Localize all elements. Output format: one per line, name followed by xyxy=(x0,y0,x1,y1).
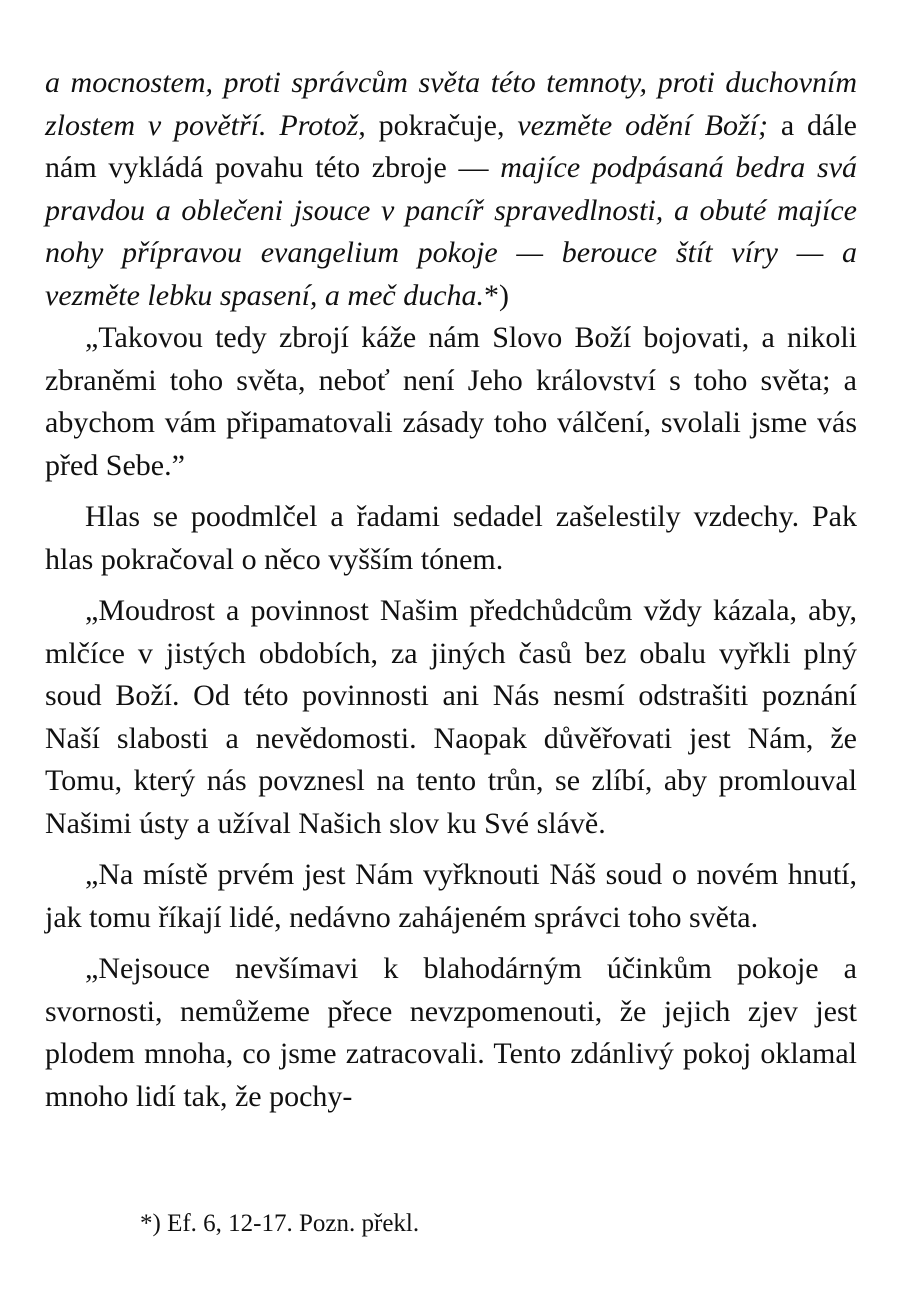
paragraph xyxy=(45,317,857,487)
paragraph xyxy=(45,854,857,939)
body-text: *) xyxy=(484,278,510,312)
page-body xyxy=(45,62,857,1118)
footnote: *) Ef. 6, 12-17. Pozn. překl. xyxy=(140,1210,420,1237)
body-text: Hlas se poodmlčel a řadami sedadel zašelestily vzdechy. Pak hlas pokračoval o něco vyšším tónem. xyxy=(45,500,857,576)
italic-text: majíce podpásaná bedra svá pravdou a oblečeni jsouce v pancíř spravedlnosti, a obuté majíce nohy přípravou evangelium pokoje — berouce štít víry — a vezměte lebku spasení, a meč ducha. xyxy=(45,151,858,312)
italic-text: a mocnostem, proti správcům světa této temnoty, proti duchovním zlostem v povětří. Protož, xyxy=(45,66,857,142)
paragraph xyxy=(45,590,857,845)
body-text: pokračuje, xyxy=(365,108,518,142)
paragraph xyxy=(45,948,857,1118)
body-text: a dále nám vykládá povahu této zbroje — xyxy=(45,108,857,184)
body-text: „Takovou tedy zbrojí káže nám Slovo Boží bojovati, a nikoli zbraněmi toho světa, neboť není Jeho království s toho světa; a abychom vám připamatovali zásady toho válčení, svolali jsme vás před Sebe.” xyxy=(45,321,857,482)
body-text: „Nejsouce nevšímavi k blahodárným účinkům pokoje a svornosti, nemůžeme přece nevzpomenouti, že jejich zjev jest plodem mnoha, co jsme zatracovali. Tento zdánlivý pokoj oklamal mnoho lidí tak, že pochy- xyxy=(45,952,857,1113)
body-text: „Na místě prvém jest Nám vyřknouti Náš soud o novém hnutí, jak tomu říkají lidé, nedávno zahájeném správci toho světa. xyxy=(45,858,857,934)
paragraph xyxy=(45,62,857,317)
paragraph xyxy=(45,496,857,581)
italic-text: vezměte odění Boží; xyxy=(517,108,768,142)
body-text: „Moudrost a povinnost Našim předchůdcům vždy kázala, aby, mlčíce v jistých obdobích, za jiných časů bez obalu vyřkli plný soud Boží. Od této povinnosti ani Nás nesmí odstrašiti poznání Naší slabosti a nevědomosti. Naopak důvěřovati jest Nám, že Tomu, který nás povznesl na tento trůn, se zlíbí, aby promlouval Našimi ústy a užíval Našich slov ku Své slávě. xyxy=(45,594,857,840)
